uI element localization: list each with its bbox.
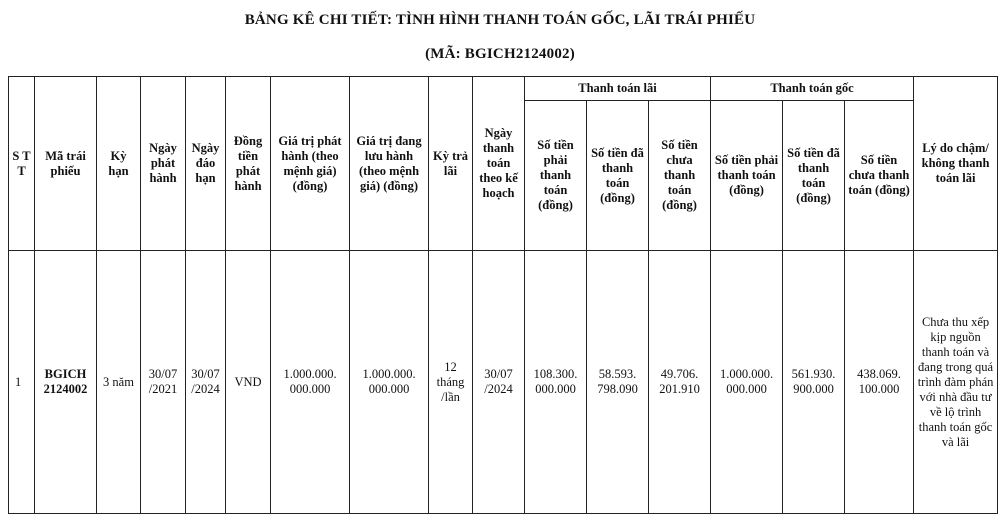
header-group-thanh-toan-goc: Thanh toán gốc [711, 77, 914, 101]
cell-goc-phai: 1.000.000. 000.000 [711, 251, 783, 514]
table-row [9, 251, 998, 514]
header-goc-chua: Số tiền chưa thanh toán (đồng) [845, 101, 914, 251]
header-lai-chua: Số tiền chưa thanh toán (đồng) [649, 101, 711, 251]
header-ngay-dao-han: Ngày đáo hạn [186, 77, 226, 251]
header-group-thanh-toan-lai: Thanh toán lãi [525, 77, 711, 101]
header-stt: S T T [9, 77, 35, 251]
cell-goc-da: 561.930. 900.000 [783, 251, 845, 514]
cell-ma-trai-phieu: BGICH 2124002 [35, 251, 97, 514]
header-lai-phai: Số tiền phải thanh toán (đồng) [525, 101, 587, 251]
cell-lai-chua: 49.706. 201.910 [649, 251, 711, 514]
header-ngay-phat-hanh: Ngày phát hành [141, 77, 186, 251]
cell-ngay-thanh-toan: 30/07 /2024 [473, 251, 525, 514]
cell-ky-han: 3 năm [97, 251, 141, 514]
header-ly-do: Lý do chậm/ không thanh toán lãi [914, 77, 998, 251]
cell-dong-tien: VND [226, 251, 271, 514]
header-dong-tien: Đồng tiền phát hành [226, 77, 271, 251]
cell-lai-phai: 108.300. 000.000 [525, 251, 587, 514]
header-ky-tra-lai: Kỳ trả lãi [429, 77, 473, 251]
header-ngay-thanh-toan: Ngày thanh toán theo kế hoạch [473, 77, 525, 251]
bond-payment-table [8, 76, 998, 514]
cell-ly-do: Chưa thu xếp kịp nguồn thanh toán và đang trong quá trình đàm phán với nhà đầu tư về lộ trình thanh toán gốc và lãi [914, 251, 998, 514]
cell-gia-tri-luu-hanh: 1.000.000. 000.000 [350, 251, 429, 514]
header-ky-han: Kỳ hạn [97, 77, 141, 251]
header-ma-trai-phieu: Mã trái phiếu [35, 77, 97, 251]
header-gia-tri-luu-hanh: Giá trị đang lưu hành (theo mệnh giá) (đồng) [350, 77, 429, 251]
header-lai-da: Số tiền đã thanh toán (đồng) [587, 101, 649, 251]
cell-goc-chua: 438.069. 100.000 [845, 251, 914, 514]
header-gia-tri-phat-hanh: Giá trị phát hành (theo mệnh giá) (đồng) [271, 77, 350, 251]
document-title: BẢNG KÊ CHI TIẾT: TÌNH HÌNH THANH TOÁN GỐC, LÃI TRÁI PHIẾU [244, 12, 756, 28]
cell-ky-tra-lai: 12 tháng /lần [429, 251, 473, 514]
cell-gia-tri-phat-hanh: 1.000.000. 000.000 [271, 251, 350, 514]
cell-ngay-dao-han: 30/07 /2024 [186, 251, 226, 514]
cell-ngay-phat-hanh: 30/07 /2021 [141, 251, 186, 514]
header-goc-phai: Số tiền phải thanh toán (đồng) [711, 101, 783, 251]
cell-stt: 1 [9, 251, 35, 514]
cell-lai-da: 58.593. 798.090 [587, 251, 649, 514]
document-subtitle: (MÃ: BGICH2124002) [425, 46, 575, 62]
header-goc-da: Số tiền đã thanh toán (đồng) [783, 101, 845, 251]
